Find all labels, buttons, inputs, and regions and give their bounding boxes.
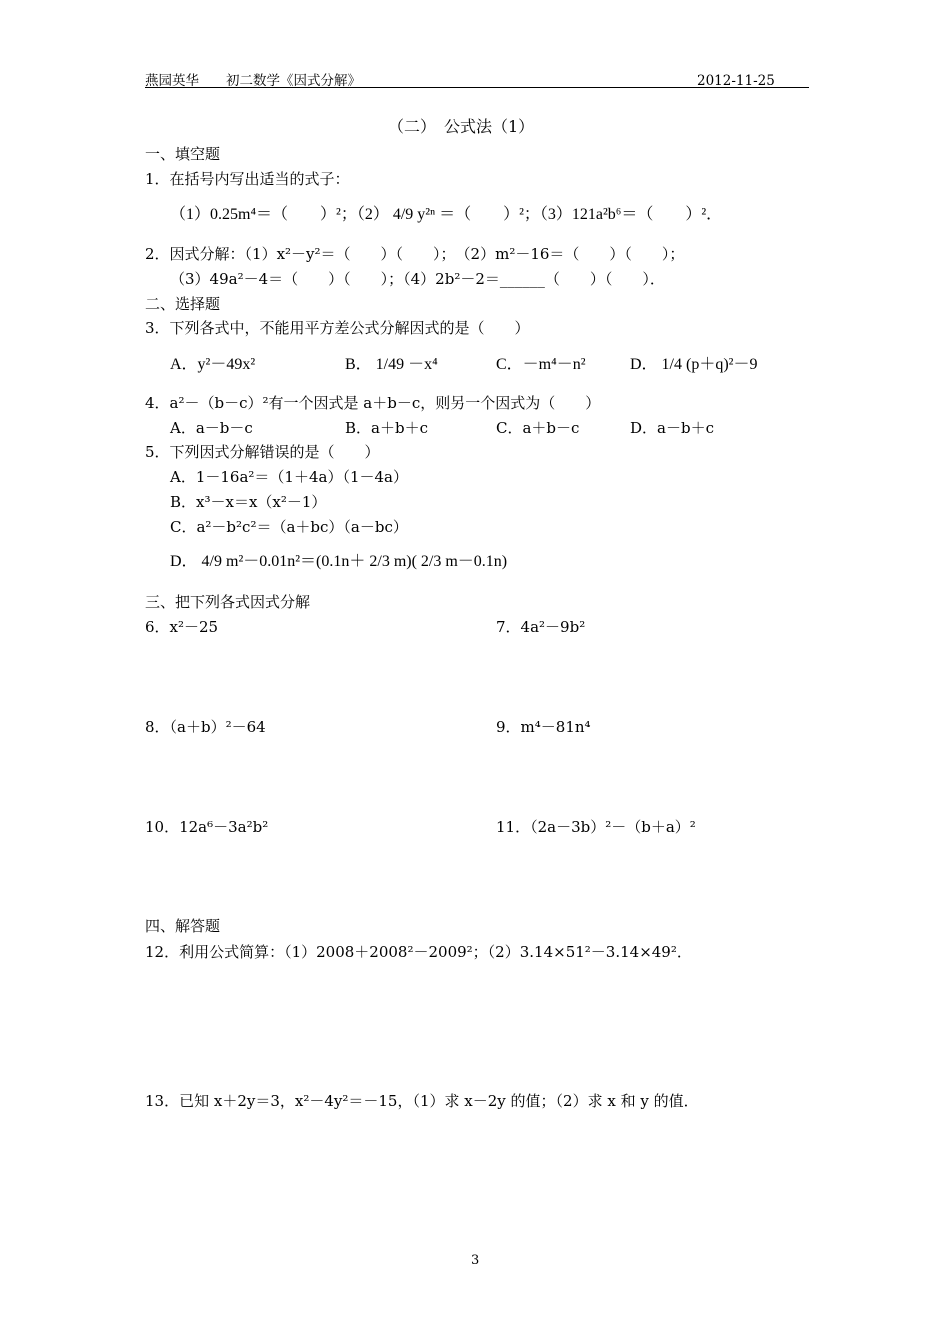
question-13: 13．已知 x＋2y＝3，x²－4y²＝－15，（1）求 x－2y 的值；（2）求 x 和 y 的值． <box>145 1092 699 1110</box>
question-1-parts: （1）0.25m⁴＝（ ）²；（2） 4/9 y²ⁿ ＝（ ）²；（3）121a²b⁶＝（ ）²． <box>170 206 723 223</box>
section-factor-heading: 三、把下列各式因式分解 <box>145 593 311 611</box>
question-4: 4．a²－（b－c）²有一个因式是 a＋b－c，则另一个因式为（ ） <box>145 394 601 412</box>
header-rule <box>145 87 809 88</box>
question-3-option-a: A．y²－49x² <box>170 356 256 373</box>
page-number: 3 <box>471 1253 480 1268</box>
question-11: 11．（2a－3b）²－（b＋a）² <box>496 818 696 836</box>
question-12: 12．利用公式简算：（1）2008＋2008²－2009²；（2）3.14×51²－3.14×49²． <box>145 943 692 961</box>
question-3-option-c: C．－m⁴－n² <box>496 356 586 373</box>
question-6: 6．x²－25 <box>145 618 219 636</box>
question-5-option-d: D． 4/9 m²－0.01n²＝(0.1n＋ 2/3 m)( 2/3 m－0.1n) <box>170 553 508 570</box>
question-4-option-a: A．a－b－c <box>170 419 253 437</box>
question-8: 8．（a＋b）²－64 <box>145 718 266 736</box>
question-2-line-2: （3）49a²－4＝（ ）（ ）；（4）2b²－2＝______（ ）（ ）． <box>170 270 665 288</box>
section-choice-heading: 二、选择题 <box>145 295 221 313</box>
question-3-option-d: D． 1/4 (p＋q)²－9 <box>630 356 758 373</box>
question-5-option-c: C．a²－b²c²＝（a＋bc）（a－bc） <box>170 518 408 536</box>
question-3-option-b: B． 1/49 －x⁴ <box>345 356 438 373</box>
header-date: 2012-11-25 <box>697 73 775 89</box>
question-1: 1．在括号内写出适当的式子： <box>145 170 350 188</box>
question-7: 7．4a²－9b² <box>496 618 586 636</box>
section-fill-heading: 一、填空题 <box>145 145 221 163</box>
question-9: 9．m⁴－81n⁴ <box>496 718 591 736</box>
question-4-option-c: C．a＋b－c <box>496 419 580 437</box>
header-left: 燕园英华 初二数学《因式分解》 <box>145 73 361 89</box>
question-3: 3．下列各式中，不能用平方差公式分解因式的是（ ） <box>145 319 530 337</box>
question-5-option-b: B．x³－x＝x（x²－1） <box>170 493 327 511</box>
question-4-option-d: D．a－b＋c <box>630 419 714 437</box>
question-5-option-a: A．1－16a²＝（1＋4a）（1－4a） <box>170 468 408 486</box>
question-4-option-b: B．a＋b＋c <box>345 419 428 437</box>
section-answer-heading: 四、解答题 <box>145 917 221 935</box>
question-5: 5．下列因式分解错误的是（ ） <box>145 443 380 461</box>
question-10: 10．12a⁶－3a²b² <box>145 818 269 836</box>
question-2-line-1: 2．因式分解：（1）x²－y²＝（ ）（ ）； （2）m²－16＝（ ）（ ）； <box>145 245 685 263</box>
page-title: （二） 公式法（1） <box>388 117 535 136</box>
